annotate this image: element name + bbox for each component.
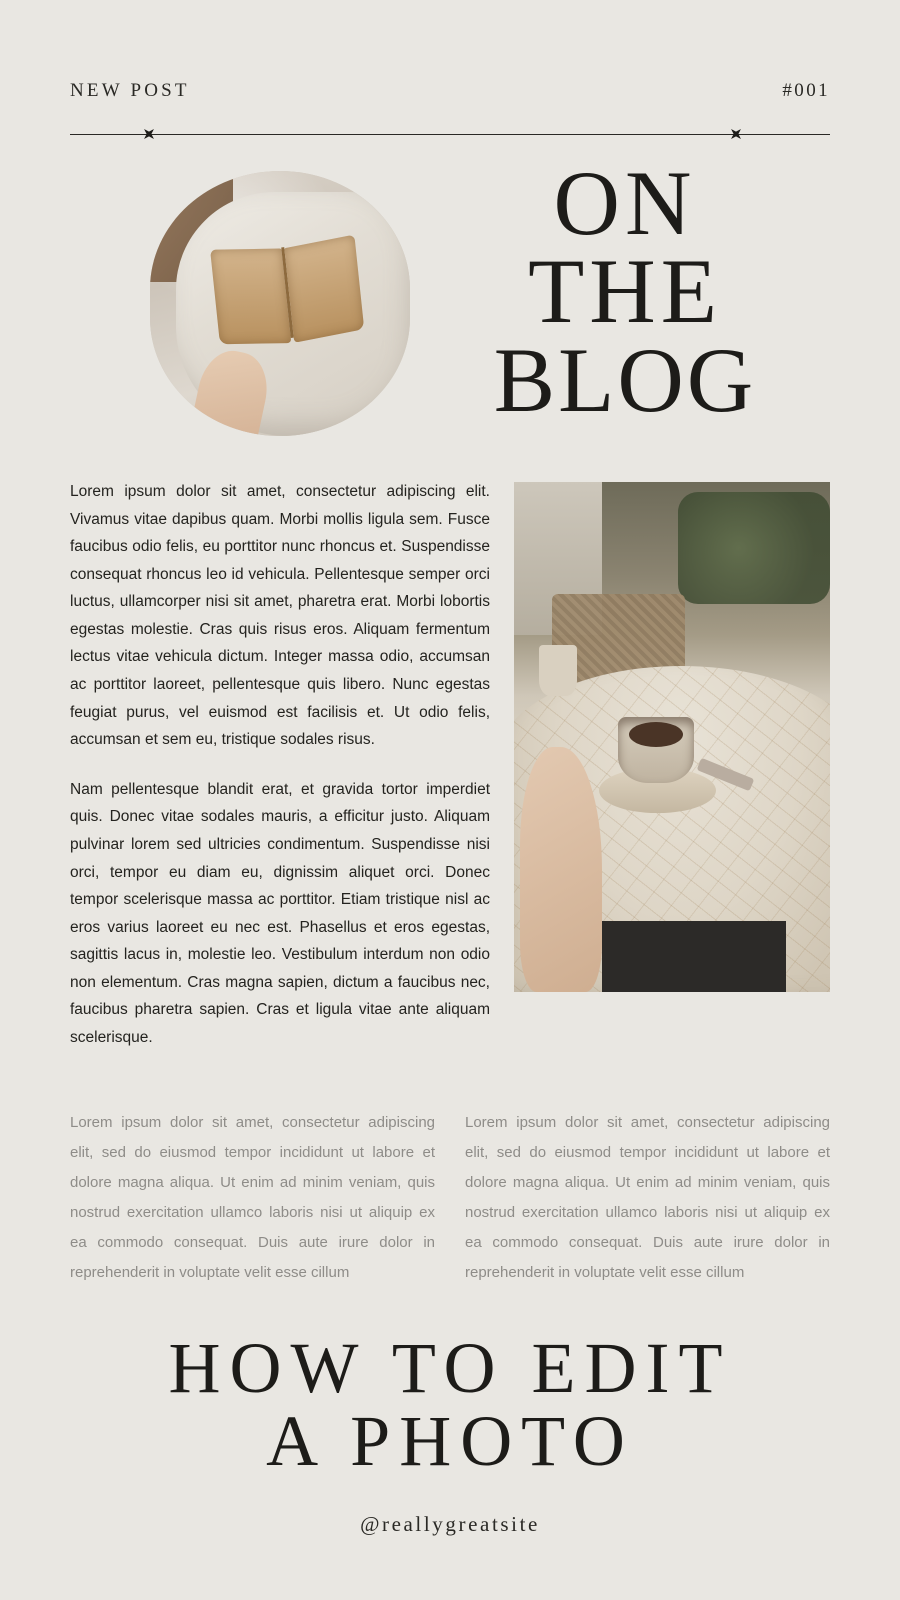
footer-title-line-1: HOW TO EDIT — [168, 1327, 732, 1408]
footer-title — [70, 1327, 830, 1481]
hero-title — [410, 152, 830, 431]
header-issue-number: #001 — [782, 80, 830, 101]
hero-photo-book-on-bed — [150, 171, 410, 436]
footer-title-line-2: A PHOTO — [266, 1401, 634, 1481]
hero-photo-wrap — [150, 171, 410, 436]
open-book — [210, 238, 365, 348]
body-section — [70, 478, 830, 1074]
lap — [602, 921, 785, 992]
body-photo-column — [514, 482, 830, 1074]
body-paragraph-2: Nam pellentesque blandit erat, et gravida tortor imperdiet quis. Donec vitae sodales mauris, a efficitur justo. Aliquam pulvinar lorem sed ultricies condimentum. Suspendisse nisi orci, tempor eu diam eu, dignissim aliquet orci. Donec tempor scelerisque massa ac porttitor. Etiam tristique nisl ac eros varius laoreet eu nec est. Phasellus et eros egestas, sagittis lacus in, molestie leo. Vestibulum interdum non odio non elementum. Cras magna sapien, dictum a faucibus nec, faucibus pharetra sapien. Cras et ligula vitae ante aliquam scelerisque. — [70, 780, 490, 1046]
hero-title-line-1: ON — [553, 152, 697, 254]
coffee-liquid — [629, 722, 684, 747]
second-cup — [539, 645, 577, 696]
divider — [70, 127, 830, 141]
hero-section — [70, 152, 830, 436]
coffee-cup — [618, 717, 694, 783]
social-handle: @reallygreatsite — [360, 1512, 540, 1537]
arm — [520, 747, 602, 992]
photo-coffee-cup — [514, 482, 830, 992]
cafe-plants — [678, 492, 830, 604]
page-header — [70, 0, 830, 102]
body-paragraph-1: Lorem ipsum dolor sit amet, consectetur adipiscing elit. Vivamus vitae dapibus quam. Morbi mollis ligula sem. Fusce faucibus odio felis, eu porttitor nunc rhoncus et. Suspendisse consequat rhoncus leo id vehicula. Pellentesque semper orci luctus, ullamcorper nisi sit amet, pharetra erat. Morbi lobortis egestas molestie. Cras quis risus eros. Aliquam fermentum lectus vitae vehicula dictum. Integer massa odio, accumsan ac porttitor laoreet, pellentesque quis libero. Nunc egestas feugiat purus, vel euismod est facilisis et. Ut odio felis, accumsan et sem eu, tristique sodales risus. — [70, 483, 490, 749]
book-page-right — [285, 235, 365, 344]
body-text-column — [70, 478, 490, 1074]
grey-column-right: Lorem ipsum dolor sit amet, consectetur adipiscing elit, sed do eiusmod tempor incididunt ut labore et dolore magna aliqua. Ut enim ad minim veniam, quis nostrud exercitation ullamco laboris nisi ut aliquip ex ea commodo consequat. Duis aute irure dolor in reprehenderit in voluptate velit esse cillum — [465, 1113, 830, 1281]
hero-title-line-2: THE — [528, 240, 722, 343]
secondary-text-section — [70, 1108, 830, 1288]
book-page-left — [210, 249, 292, 345]
divider-line — [70, 134, 830, 135]
hero-title-line-3: BLOG — [493, 328, 757, 431]
grey-column-left: Lorem ipsum dolor sit amet, consectetur adipiscing elit, sed do eiusmod tempor incididunt ut labore et dolore magna aliqua. Ut enim ad minim veniam, quis nostrud exercitation ullamco laboris nisi ut aliquip ex ea commodo consequat. Duis aute irure dolor in reprehenderit in voluptate velit esse cillum — [70, 1113, 435, 1281]
header-label: NEW POST — [70, 80, 190, 101]
